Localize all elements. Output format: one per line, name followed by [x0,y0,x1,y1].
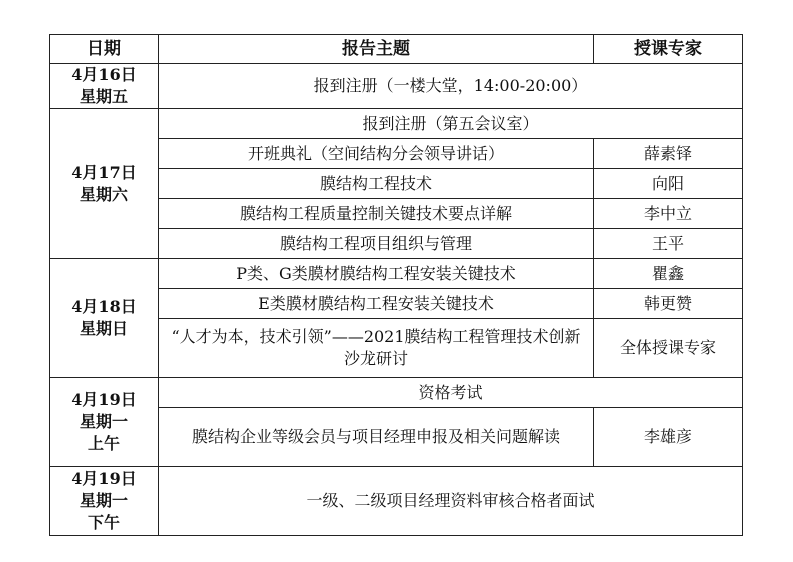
topic-cell: E类膜材膜结构工程安装关键技术 [159,289,594,319]
table-row [50,109,743,139]
date-line: 4月18日 [71,297,137,316]
header-row [50,35,743,64]
date-cell [50,64,159,109]
table-row [50,467,743,536]
header-date: 日期 [50,35,159,64]
date-cell [50,467,159,536]
header-expert: 授课专家 [594,35,743,64]
date-line: 星期一 [79,491,128,510]
date-cell [50,259,159,378]
date-line: 星期六 [79,184,128,204]
topic-cell: 开班典礼（空间结构分会领导讲话） [159,139,594,169]
expert-cell: 薛素铎 [594,139,743,169]
topic-cell: 资格考试 [159,378,743,408]
expert-cell: 韩更赞 [594,289,743,319]
date-line: 4月17日 [71,162,137,182]
expert-cell: 全体授课专家 [594,319,743,378]
date-line: 4月19日 [71,469,137,488]
expert-cell: 王平 [594,229,743,259]
topic-cell: 报到注册（一楼大堂，14:00-20:00） [159,64,743,109]
header-topic: 报告主题 [159,35,594,64]
date-cell [50,109,159,259]
date-line: 星期五 [79,87,128,106]
topic-cell: 膜结构工程项目组织与管理 [159,229,594,259]
date-line: 星期一 [79,412,128,431]
date-line: 上午 [87,434,120,453]
topic-cell: 报到注册（第五会议室） [159,109,743,139]
topic-cell: 膜结构工程质量控制关键技术要点详解 [159,199,594,229]
date-line: 下午 [87,513,120,532]
topic-cell: 一级、二级项目经理资料审核合格者面试 [159,467,743,536]
table-row [50,259,743,289]
expert-cell: 向阳 [594,169,743,199]
table-row [50,378,743,408]
expert-cell: 李中立 [594,199,743,229]
date-cell [50,378,159,467]
date-line: 星期日 [79,319,128,338]
expert-cell: 瞿鑫 [594,259,743,289]
topic-cell: P类、G类膜材膜结构工程安装关键技术 [159,259,594,289]
date-line: 4月19日 [71,390,137,409]
topic-cell: “人才为本，技术引领”——2021膜结构工程管理技术创新沙龙研讨 [159,319,594,378]
expert-cell: 李雄彦 [594,408,743,467]
topic-cell: 膜结构企业等级会员与项目经理申报及相关问题解读 [159,408,594,467]
date-line: 4月16日 [71,65,137,84]
table-row [50,64,743,109]
topic-cell: 膜结构工程技术 [159,169,594,199]
schedule-table [49,34,743,536]
